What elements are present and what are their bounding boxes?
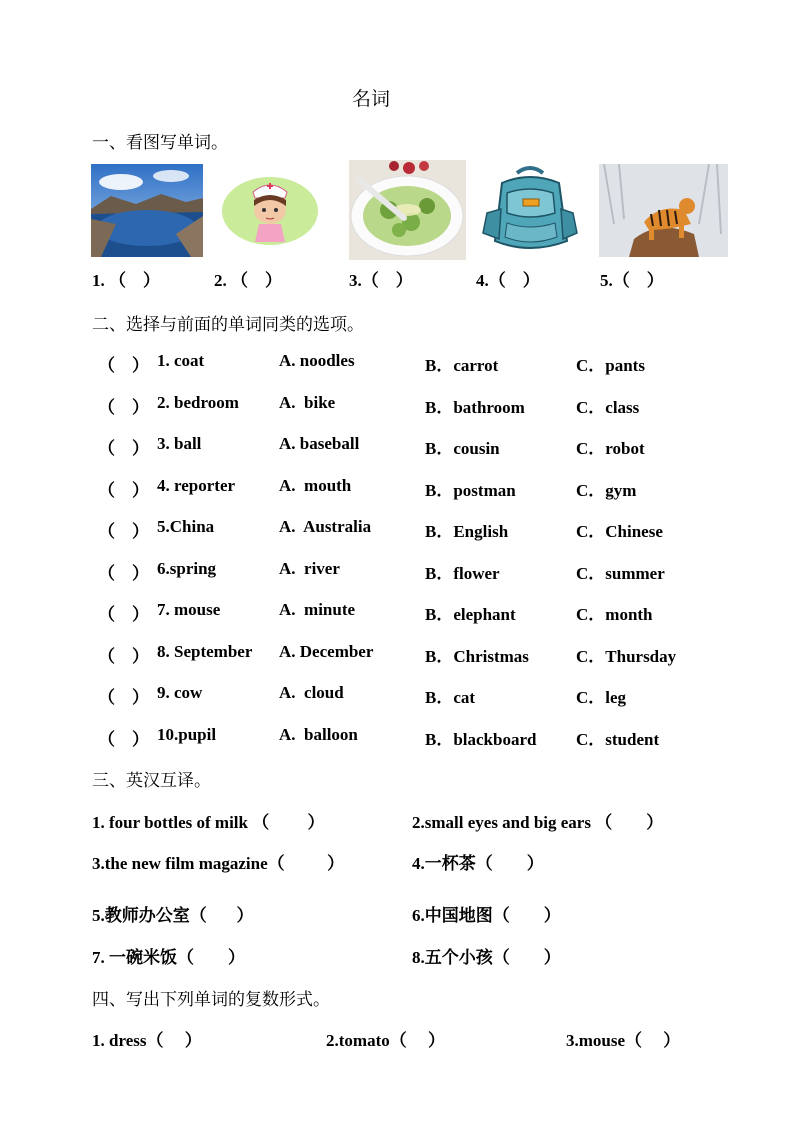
translate-item[interactable]: 4.一杯茶（ ）	[412, 854, 544, 873]
answer-blank[interactable]: （ ）	[98, 398, 149, 417]
option-b: B．carrot	[425, 356, 499, 375]
option-c: C．gym	[576, 481, 637, 500]
question-word: 3. ball	[157, 434, 202, 453]
option-a: A. cloud	[279, 683, 344, 702]
option-b: B．English	[425, 522, 509, 541]
translate-item[interactable]: 1. four bottles of milk （ ）	[92, 813, 325, 832]
option-c: C．month	[576, 605, 653, 624]
question-word: 9. cow	[157, 683, 203, 702]
answer-blank[interactable]: （ ）	[98, 647, 149, 666]
picture-5-answer[interactable]: 5.（ ）	[600, 271, 664, 290]
lake-photo	[91, 164, 203, 257]
option-a: A. baseball	[279, 434, 360, 453]
schoolbag-icon	[477, 163, 583, 257]
question-word: 7. mouse	[157, 600, 221, 619]
option-c: C．Chinese	[576, 522, 663, 541]
option-a: A. minute	[279, 600, 356, 619]
translate-item[interactable]: 7. 一碗米饭（ ）	[92, 948, 245, 967]
option-b: B．Christmas	[425, 647, 529, 666]
option-a: A. balloon	[279, 725, 358, 744]
question-word: 5.China	[157, 517, 215, 536]
picture-3-answer[interactable]: 3.（ ）	[349, 271, 413, 290]
option-c: C．student	[576, 730, 660, 749]
translate-item[interactable]: 3.the new film magazine（ ）	[92, 854, 345, 873]
question-row	[98, 642, 738, 666]
section-4-heading: 四、写出下列单词的复数形式。	[92, 990, 330, 1009]
option-c: C．class	[576, 398, 640, 417]
answer-blank[interactable]: （ ）	[98, 481, 149, 500]
question-row	[98, 725, 738, 749]
plural-item[interactable]: 2.tomato（ ）	[326, 1031, 445, 1050]
question-word: 10.pupil	[157, 725, 217, 744]
option-c: C．pants	[576, 356, 645, 375]
answer-blank[interactable]: （ ）	[98, 564, 149, 583]
translate-item[interactable]: 8.五个小孩（ ）	[412, 948, 561, 967]
question-word: 8. September	[157, 642, 253, 661]
cucumber-soup-photo	[349, 160, 466, 260]
question-row	[98, 517, 738, 541]
question-row	[98, 683, 738, 707]
option-b: B．elephant	[425, 605, 516, 624]
option-a: A. mouth	[279, 476, 352, 495]
option-c: C．leg	[576, 688, 627, 707]
option-b: B．postman	[425, 481, 516, 500]
picture-4-answer[interactable]: 4.（ ）	[476, 271, 540, 290]
translate-item[interactable]: 2.small eyes and big ears （ ）	[412, 813, 664, 832]
question-row	[98, 434, 738, 458]
option-a: A. bike	[279, 393, 336, 412]
option-b: B．blackboard	[425, 730, 537, 749]
section-3-heading: 三、英汉互译。	[92, 771, 211, 790]
question-row	[98, 600, 738, 624]
option-c: C．summer	[576, 564, 665, 583]
question-word: 2. bedroom	[157, 393, 239, 412]
answer-blank[interactable]: （ ）	[98, 605, 149, 624]
nurse-cartoon	[221, 176, 319, 246]
question-row	[98, 351, 738, 375]
answer-blank[interactable]: （ ）	[98, 688, 149, 707]
page-title: 名词	[352, 89, 391, 110]
option-c: C．robot	[576, 439, 645, 458]
option-a: A. river	[279, 559, 340, 578]
question-word: 4. reporter	[157, 476, 236, 495]
section-2-heading: 二、选择与前面的单词同类的选项。	[92, 315, 364, 334]
option-a: A. December	[279, 642, 374, 661]
option-b: B．flower	[425, 564, 500, 583]
question-row	[98, 476, 738, 500]
question-row	[98, 393, 738, 417]
question-word: 1. coat	[157, 351, 205, 370]
answer-blank[interactable]: （ ）	[98, 356, 149, 375]
question-word: 6.spring	[157, 559, 217, 578]
option-b: B．bathroom	[425, 398, 525, 417]
answer-blank[interactable]: （ ）	[98, 439, 149, 458]
picture-2-answer[interactable]: 2. （ ）	[214, 271, 282, 290]
tiger-photo	[599, 164, 728, 257]
plural-item[interactable]: 1. dress（ ）	[92, 1031, 202, 1050]
section-1-heading: 一、看图写单词。	[92, 133, 228, 152]
picture-1-answer[interactable]: 1. （ ）	[92, 271, 160, 290]
option-b: B．cat	[425, 688, 476, 707]
option-a: A. Australia	[279, 517, 372, 536]
option-b: B．cousin	[425, 439, 500, 458]
option-c: C．Thursday	[576, 647, 677, 666]
translate-item[interactable]: 6.中国地图（ ）	[412, 906, 561, 925]
answer-blank[interactable]: （ ）	[98, 522, 149, 541]
question-row	[98, 559, 738, 583]
plural-item[interactable]: 3.mouse（ ）	[566, 1031, 681, 1050]
answer-blank[interactable]: （ ）	[98, 730, 149, 749]
option-a: A. noodles	[279, 351, 355, 370]
translate-item[interactable]: 5.教师办公室（ ）	[92, 906, 254, 925]
